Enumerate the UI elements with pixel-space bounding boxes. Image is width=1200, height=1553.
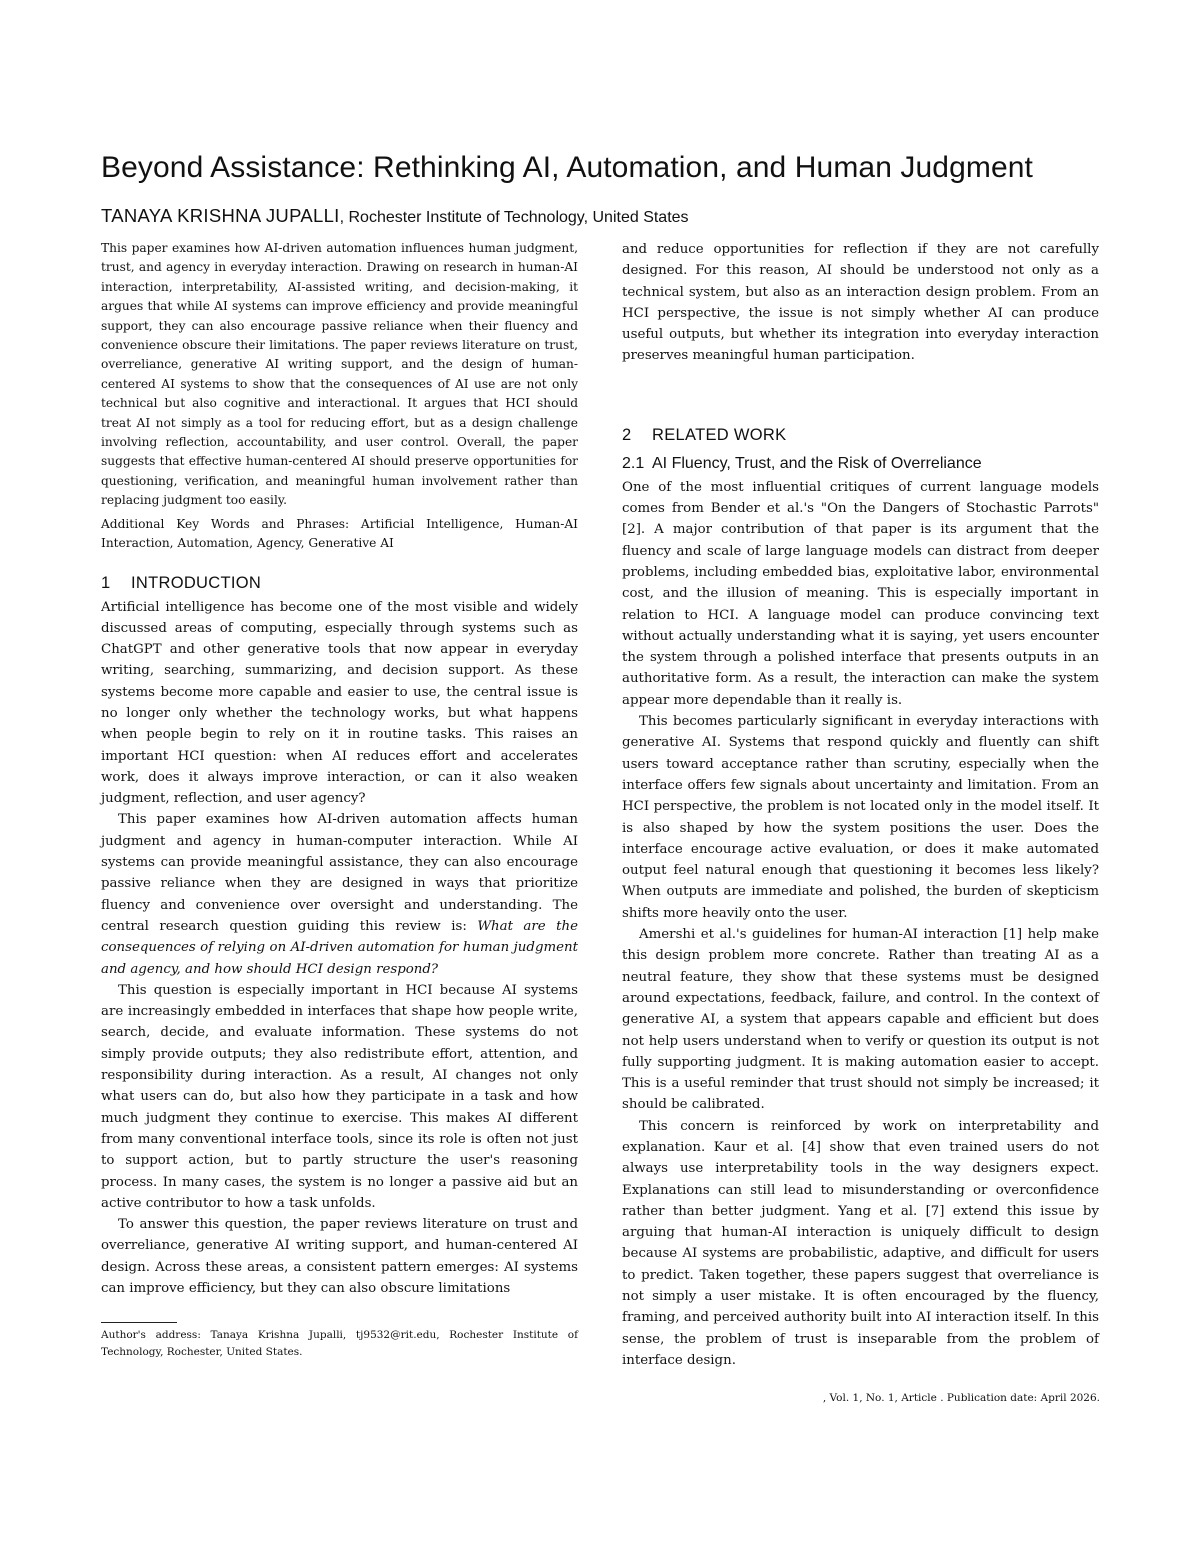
paper-title: Beyond Assistance: Rethinking AI, Automation, and Human Judgment: [101, 151, 1033, 184]
author-affiliation: , Rochester Institute of Technology, United States: [339, 209, 689, 226]
author-name: TANAYA KRISHNA JUPALLI: [101, 205, 340, 226]
related-work-paragraph-1: One of the most influential critiques of current language models comes from Bender et al.'s "On the Dangers of Stochastic Parrots" [2]. A major contribution of that paper is its argument that the fluency and scale of large language models can distract from deeper problems, including embedded bias, exploitative labor, environmental cost, and the illusion of meaning. This is especially important in relation to HCI. A language model can produce convincing text without actually understanding what it is saying, yet users encounter the system through a polished interface that presents outputs in an authoritative form. As a result, the interaction can make the system appear more dependable than it really is.: [622, 479, 1099, 708]
left-column: [101, 239, 578, 1299]
section-number: 2: [622, 425, 632, 444]
intro-continuation: and reduce opportunities for reflection if they are not carefully designed. For this reason, AI should be understood not only as a technical system, but also as an interaction design problem. From an HCI perspective, the issue is not simply whether AI can produce useful outputs, but whether its integration into everyday interaction preserves meaningful human participation.: [622, 242, 1099, 364]
related-work-paragraph-3: Amershi et al.'s guidelines for human-AI interaction [1] help make this design problem more concrete. Rather than treating AI as a neutral feature, they show that these systems must be designed around expectations, feedback, failure, and control. In the context of generative AI, a system that appears capable and efficient but does not help users understand when to verify or question its output is not fully supporting judgment. It is making automation easier to accept. This is a useful reminder that trust should not simply be increased; it should be calibrated.: [622, 927, 1099, 1113]
subsection-number: 2.1: [622, 454, 645, 472]
intro-paragraph-1: Artificial intelligence has become one of the most visible and widely discussed areas of computing, especially through systems such as ChatGPT and other generative tools that now appear in everyday writing, searching, summarizing, and decision support. As these systems become more capable and easier to use, the central issue is no longer only whether the technology works, but what happens when people begin to rely on it in routine tasks. This raises an important HCI question: when AI reduces effort and accelerates work, does it always improve interaction, or can it also weaken judgment, reflection, and user agency?: [101, 599, 578, 807]
abstract: This paper examines how AI-driven automation influences human judgment, trust, and agency in everyday interaction. Drawing on research in human-AI interaction, interpretability, AI-assisted writing, and decision-making, it argues that while AI systems can improve efficiency and provide meaningful support, they can also encourage passive reliance when their fluency and convenience obscure their limitations. The paper reviews literature on trust, overreliance, generative AI writing support, and the design of human-centered AI systems to show that the consequences of AI use are not only technical but also cognitive and interactional. It argues that HCI should treat AI not simply as a tool for reducing effort, but as a design challenge involving reflection, accountability, and user control. Overall, the paper suggests that effective human-centered AI should preserve opportunities for questioning, verification, and meaningful human involvement rather than replacing judgment too easily.: [101, 241, 578, 508]
subsection-heading-ai-fluency: [622, 452, 1099, 476]
subsection-title: AI Fluency, Trust, and the Risk of Overreliance: [652, 454, 982, 472]
intro-paragraph-4: To answer this question, the paper reviews literature on trust and overreliance, generative AI writing support, and human-centered AI design. Across these areas, a consistent pattern emerges: AI systems can improve efficiency, but they can also obscure limitations: [101, 1217, 578, 1296]
footnote-rule: [101, 1322, 177, 1323]
section-heading-related-work: [622, 423, 1099, 447]
keywords: Additional Key Words and Phrases: Artificial Intelligence, Human-AI Interaction, Automation, Agency, Generative AI: [101, 516, 578, 551]
related-work-paragraph-4: This concern is reinforced by work on interpretability and explanation. Kaur et al. [4] show that even trained users do not always use interpretability tools in the way designers expect. Explanations can still lead to misunderstanding or overconfidence rather than better judgment. Yang et al. [7] extend this issue by arguing that human-AI interaction is uniquely difficult to design because AI systems are probabilistic, adaptive, and difficult for users to predict. Taken together, these papers suggest that overreliance is not simply a user mistake. It is often encouraged by the fluency, framing, and perceived authority built into AI interaction itself. In this sense, the problem of trust is inseparable from the problem of interface design.: [622, 1118, 1099, 1368]
right-column: [622, 239, 1099, 1371]
intro-paragraph-2: [101, 809, 578, 979]
section-title: INTRODUCTION: [131, 573, 262, 592]
research-question: What are the consequences of relying on AI-driven automation for human judgment and agency, and how should HCI design respond?: [101, 918, 578, 977]
author-line: [101, 203, 1101, 231]
section-title: RELATED WORK: [652, 425, 787, 444]
author-address-footnote: Author's address: Tanaya Krishna Jupalli, tj9532@rit.edu, Rochester Institute of Technology, Rochester, United States.: [101, 1329, 578, 1358]
section-number: 1: [101, 573, 111, 592]
related-work-paragraph-2: This becomes particularly significant in everyday interactions with generative AI. Systems that respond quickly and fluently can shift users toward acceptance rather than scrutiny, especially when the interface offers few signals about uncertainty and limitation. From an HCI perspective, the problem is not located only in the model itself. It is also shaped by how the system positions the user. Does the interface encourage active evaluation, or does it make automated output feel natural enough that questioning it becomes less likely? When outputs are immediate and polished, the burden of skepticism shifts more heavily onto the user.: [622, 714, 1099, 921]
intro-paragraph-2-text: This paper examines how AI-driven automation affects human judgment and agency in human-computer interaction. While AI systems can provide meaningful assistance, they can also encourage passive reliance when they are designed in ways that prioritize fluency and convenience over oversight and understanding. The central research question guiding this review is:: [101, 812, 578, 934]
publication-footer: , Vol. 1, No. 1, Article . Publication date: April 2026.: [822, 1392, 1100, 1404]
section-heading-introduction: [101, 571, 578, 595]
intro-paragraph-3: This question is especially important in HCI because AI systems are increasingly embedded in interfaces that shape how people write, search, decide, and evaluate information. These systems do not simply provide outputs; they also redistribute effort, attention, and responsibility during interaction. As a result, AI changes not only what users can do, but also how they participate in a task and how much judgment they continue to exercise. This makes AI different from many conventional interface tools, since its role is often not just to support action, but to partly structure the user's reasoning process. In many cases, the system is no longer a passive aid but an active contributor to how a task unfolds.: [101, 982, 578, 1211]
